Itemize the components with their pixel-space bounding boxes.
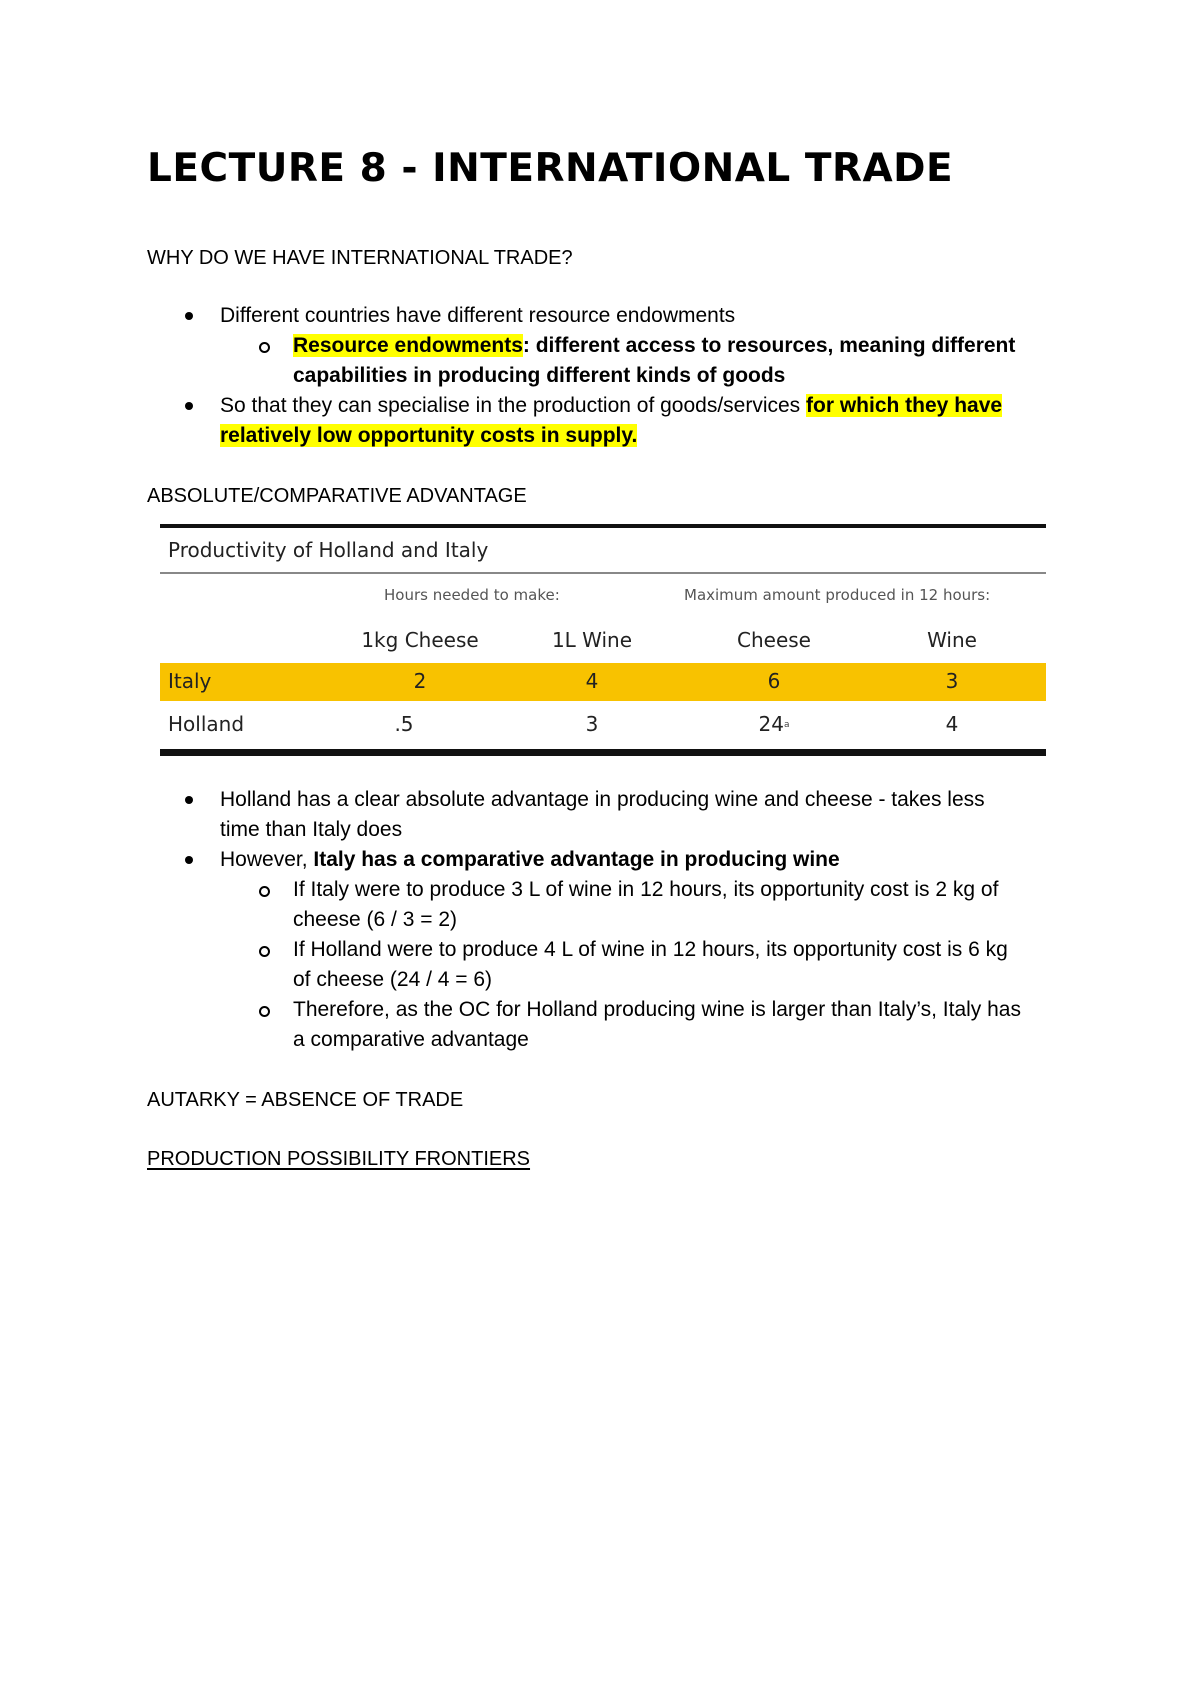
- bullet-circle: [259, 946, 270, 957]
- table-cell: 3: [945, 669, 959, 693]
- section-heading-advantage: ABSOLUTE/COMPARATIVE ADVANTAGE: [147, 485, 527, 507]
- bullet-text-specialise-line2: [220, 421, 637, 451]
- highlighted-phrase: for which they have: [806, 394, 1003, 417]
- bullet-disc: [185, 796, 193, 804]
- bullet-circle: [259, 886, 270, 897]
- page-title: LECTURE 8 - INTERNATIONAL TRADE: [147, 146, 954, 191]
- section-heading-ppf: PRODUCTION POSSIBILITY FRONTIERS: [147, 1148, 531, 1170]
- plain-text: However,: [220, 848, 314, 871]
- highlighted-term: Resource endowments: [293, 334, 523, 357]
- bullet-disc: [185, 312, 193, 320]
- sub-bullet-italy-line2: cheese (6 / 3 = 2): [293, 908, 458, 931]
- section-heading-autarky: AUTARKY = ABSENCE OF TRADE: [147, 1089, 464, 1111]
- bullet-text-specialise-line1: [220, 391, 1002, 421]
- row-label-holland: Holland: [168, 712, 245, 736]
- bullet-circle: [259, 1006, 270, 1017]
- sub-bullet-holland-line1: If Holland were to produce 4 L of wine in 12 hours, its opportunity cost is 6 kg: [293, 938, 1008, 961]
- table-cell: 2: [413, 669, 427, 693]
- sub-bullet-endowments-line2: capabilities in producing different kinds of goods: [293, 364, 786, 387]
- group-header-maximum: Maximum amount produced in 12 hours:: [684, 586, 991, 604]
- table-bottom-rule: [160, 749, 1046, 756]
- plain-text: So that they can specialise in the production of goods/services: [220, 394, 807, 417]
- group-header-hours: Hours needed to make:: [384, 586, 560, 604]
- table-cell: 4: [945, 712, 959, 736]
- table-cell: 3: [585, 712, 599, 736]
- bullet-text-absolute-line2: time than Italy does: [220, 818, 403, 841]
- bullet-text-comparative: [220, 845, 840, 875]
- table-title-rule: [160, 572, 1046, 574]
- column-header-wine-max: Wine: [927, 628, 977, 652]
- bullet-disc: [185, 856, 193, 864]
- table-top-rule: [160, 524, 1046, 528]
- sub-bullet-endowments-line1: [293, 331, 1015, 361]
- column-header-wine-hours: 1L Wine: [551, 628, 633, 652]
- table-cell: 6: [767, 669, 781, 693]
- productivity-table-figure: [160, 524, 1046, 758]
- row-label-italy: Italy: [168, 669, 212, 693]
- table-cell: 4: [585, 669, 599, 693]
- bullet-disc: [185, 402, 193, 410]
- highlighted-phrase: relatively low opportunity costs in supply.: [220, 424, 638, 447]
- column-header-cheese-max: Cheese: [737, 628, 811, 652]
- definition-text: : different access to resources, meaning different: [522, 334, 1016, 357]
- table-title: Productivity of Holland and Italy: [168, 538, 489, 562]
- sub-bullet-therefore-line2: a comparative advantage: [293, 1028, 529, 1051]
- bullet-circle: [259, 342, 270, 353]
- column-header-cheese-hours: 1kg Cheese: [361, 628, 479, 652]
- bullet-text-absolute-line1: Holland has a clear absolute advantage in producing wine and cheese - takes less: [220, 788, 985, 811]
- sub-bullet-therefore-line1: Therefore, as the OC for Holland producing wine is larger than Italy’s, Italy has: [293, 998, 1021, 1021]
- footnote-mark: a: [783, 720, 790, 730]
- table-cell: .5: [394, 712, 414, 736]
- section-heading-why-trade: WHY DO WE HAVE INTERNATIONAL TRADE?: [147, 247, 573, 269]
- bullet-text-endowments: Different countries have different resource endowments: [220, 304, 736, 327]
- cell-value: 24: [758, 712, 784, 736]
- sub-bullet-italy-line1: If Italy were to produce 3 L of wine in 12 hours, its opportunity cost is 2 kg of: [293, 878, 999, 901]
- bold-text: Italy has a comparative advantage in producing wine: [313, 848, 840, 871]
- table-cell: [694, 712, 854, 736]
- sub-bullet-holland-line2: of cheese (24 / 4 = 6): [293, 968, 493, 991]
